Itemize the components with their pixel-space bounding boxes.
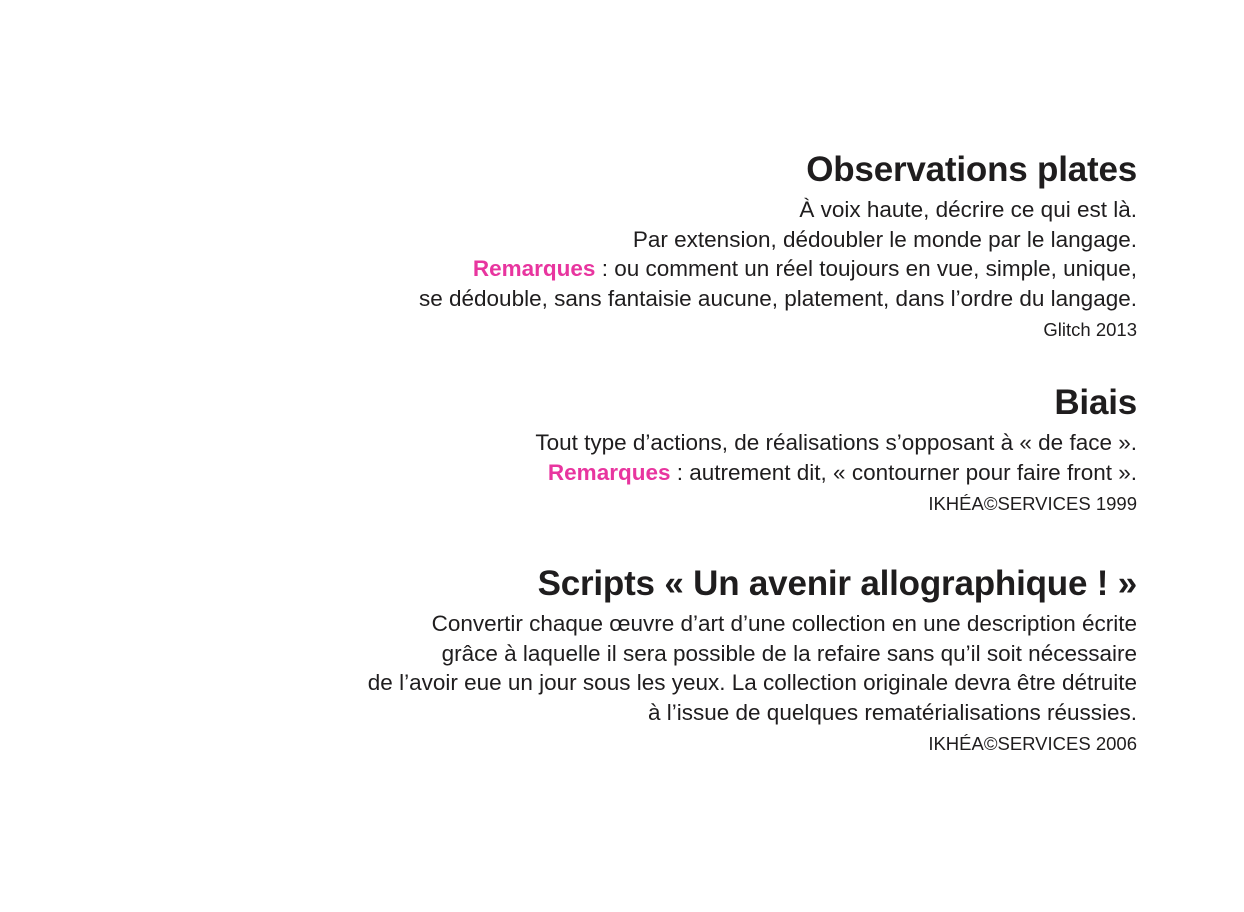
remark-label: Remarques bbox=[472, 256, 596, 281]
body-line: À voix haute, décrire ce qui est là. bbox=[799, 197, 1137, 222]
body-line: Convertir chaque œuvre d’art d’une collection en une description écrite bbox=[431, 611, 1137, 636]
credit: Glitch 2013 bbox=[1043, 319, 1137, 340]
body-line: grâce à laquelle il sera possible de la refaire sans qu’il soit nécessaire bbox=[441, 640, 1137, 666]
entry-observations-plates bbox=[137, 151, 1137, 342]
entry-title: Observations plates bbox=[806, 150, 1137, 189]
entry-biais bbox=[137, 384, 1137, 516]
body-line: de l’avoir eue un jour sous les yeux. La collection originale devra être détruite bbox=[367, 670, 1137, 695]
body-line: à l’issue de quelques rematérialisations réussies. bbox=[647, 699, 1137, 725]
credit: IKHÉA©SERVICES 2006 bbox=[928, 733, 1137, 754]
remark-line bbox=[137, 458, 1137, 488]
body-line: Par extension, dédoubler le monde par le langage. bbox=[632, 226, 1137, 252]
remark-text: : autrement dit, « contourner pour faire front ». bbox=[670, 459, 1137, 485]
entry-title: Biais bbox=[1054, 383, 1137, 422]
entry-title: Scripts « Un avenir allographique ! » bbox=[537, 564, 1137, 603]
remark-line bbox=[137, 254, 1137, 284]
remark-text: : ou comment un réel toujours en vue, simple, unique, bbox=[595, 256, 1137, 281]
remark-continuation: se dédouble, sans fantaisie aucune, platement, dans l’ordre du langage. bbox=[418, 285, 1137, 311]
credit: IKHÉA©SERVICES 1999 bbox=[928, 493, 1137, 514]
body-line: Tout type d’actions, de réalisations s’opposant à « de face ». bbox=[535, 430, 1137, 455]
remark-label: Remarques bbox=[547, 459, 671, 485]
entry-scripts bbox=[137, 565, 1137, 756]
